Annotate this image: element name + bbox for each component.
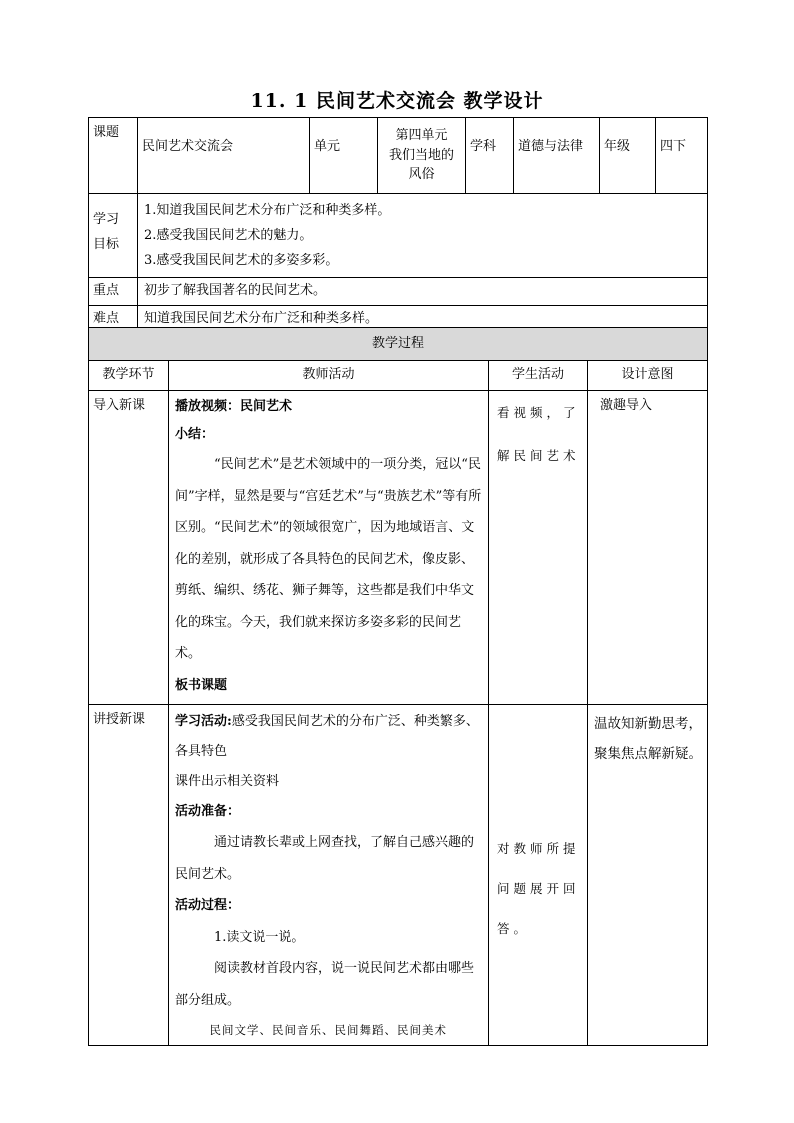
teach-stage: 讲授新课 [89,705,169,1046]
process-heading: 教学过程 [89,328,708,361]
courseware: 课件出示相关资料 [175,774,280,789]
intro-student: 看视频，了解民间艺术 [489,391,588,705]
subject-label: 学科 [466,118,514,194]
objective-item: 3.感受我国民间艺术的多姿多彩。 [144,253,339,268]
grade-value: 四下 [656,118,708,194]
unit-label: 单元 [310,118,378,194]
document-title: 11. 1 民间艺术交流会 教学设计 [250,90,544,112]
subject-value: 道德与法律 [514,118,600,194]
objective-item: 1.知道我国民间艺术分布广泛和种类多样。 [144,203,391,218]
topic-value: 民间艺术交流会 [138,118,310,194]
video-label: 播放视频：民间艺术 [175,399,293,414]
difficulty-value: 知道我国民间艺术分布广泛和种类多样。 [138,305,708,333]
topic-label: 课题 [89,118,138,194]
activity-text: 感受我国民间艺术的分布广泛、种类繁多、各具特色 [175,714,479,759]
key-point-label: 重点 [89,278,138,306]
categories: 民间文学、民间音乐、民间舞蹈、民间美术 [209,1023,447,1037]
intro-intent: 激趣导入 [588,391,708,705]
prep-label: 活动准备： [175,804,241,819]
header-teacher: 教师活动 [169,361,489,391]
activity [175,707,483,767]
activity-label: 学习活动: [175,714,232,729]
teach-student: 对教师所提问题展开回答。 [489,705,588,1046]
unit-line-3: 风俗 [408,167,435,183]
header-intent: 设计意图 [588,361,708,391]
grade-label: 年级 [600,118,656,194]
intro-teacher [169,391,489,705]
board-label: 板书课题 [175,677,228,693]
process-table [88,327,708,1046]
objectives-list [138,194,708,278]
header-student: 学生活动 [489,361,588,391]
process-label: 活动过程： [175,898,241,913]
step-1: 1.读文说一说。 [214,929,305,945]
teach-teacher [169,705,489,1046]
prep-text: 通过请教长辈或上网查找，了解自己感兴趣的民间艺术。 [175,835,475,882]
unit-line-1: 第四单元 [395,128,448,144]
key-point-value: 初步了解我国著名的民间艺术。 [138,278,708,306]
step-1-text: 阅读教材首段内容，说一说民间艺术都由哪些部分组成。 [175,961,475,1008]
objectives-label-2: 目标 [93,236,120,252]
unit-line-2: 我们当地的 [388,147,454,163]
teach-intent: 温故知新勤思考，聚集焦点解新疑。 [588,705,708,1046]
difficulty-label: 难点 [89,305,138,333]
summary-text: “民间艺术”是艺术领域中的一项分类，冠以“民间”字样，显然是要与“宫廷艺术”与“贵族艺术”等有所区别。“民间艺术”的领域很宽广，因为地域语言、文化的差别，就形成了各具特色的民间艺术，像皮影、剪纸、编织、绣花、狮子舞等，这些都是我们中华文化的珠宝。今天，我们就来探访多姿多彩的民间艺术。 [175,457,482,661]
objectives-label-1: 学习 [93,212,120,227]
unit-value [378,118,466,194]
intro-stage: 导入新课 [89,391,169,705]
summary-label: 小结： [175,427,215,442]
objective-item: 2.感受我国民间艺术的魅力。 [144,228,313,243]
info-table [88,117,708,334]
objectives-label [89,194,138,278]
header-stage: 教学环节 [89,361,169,391]
